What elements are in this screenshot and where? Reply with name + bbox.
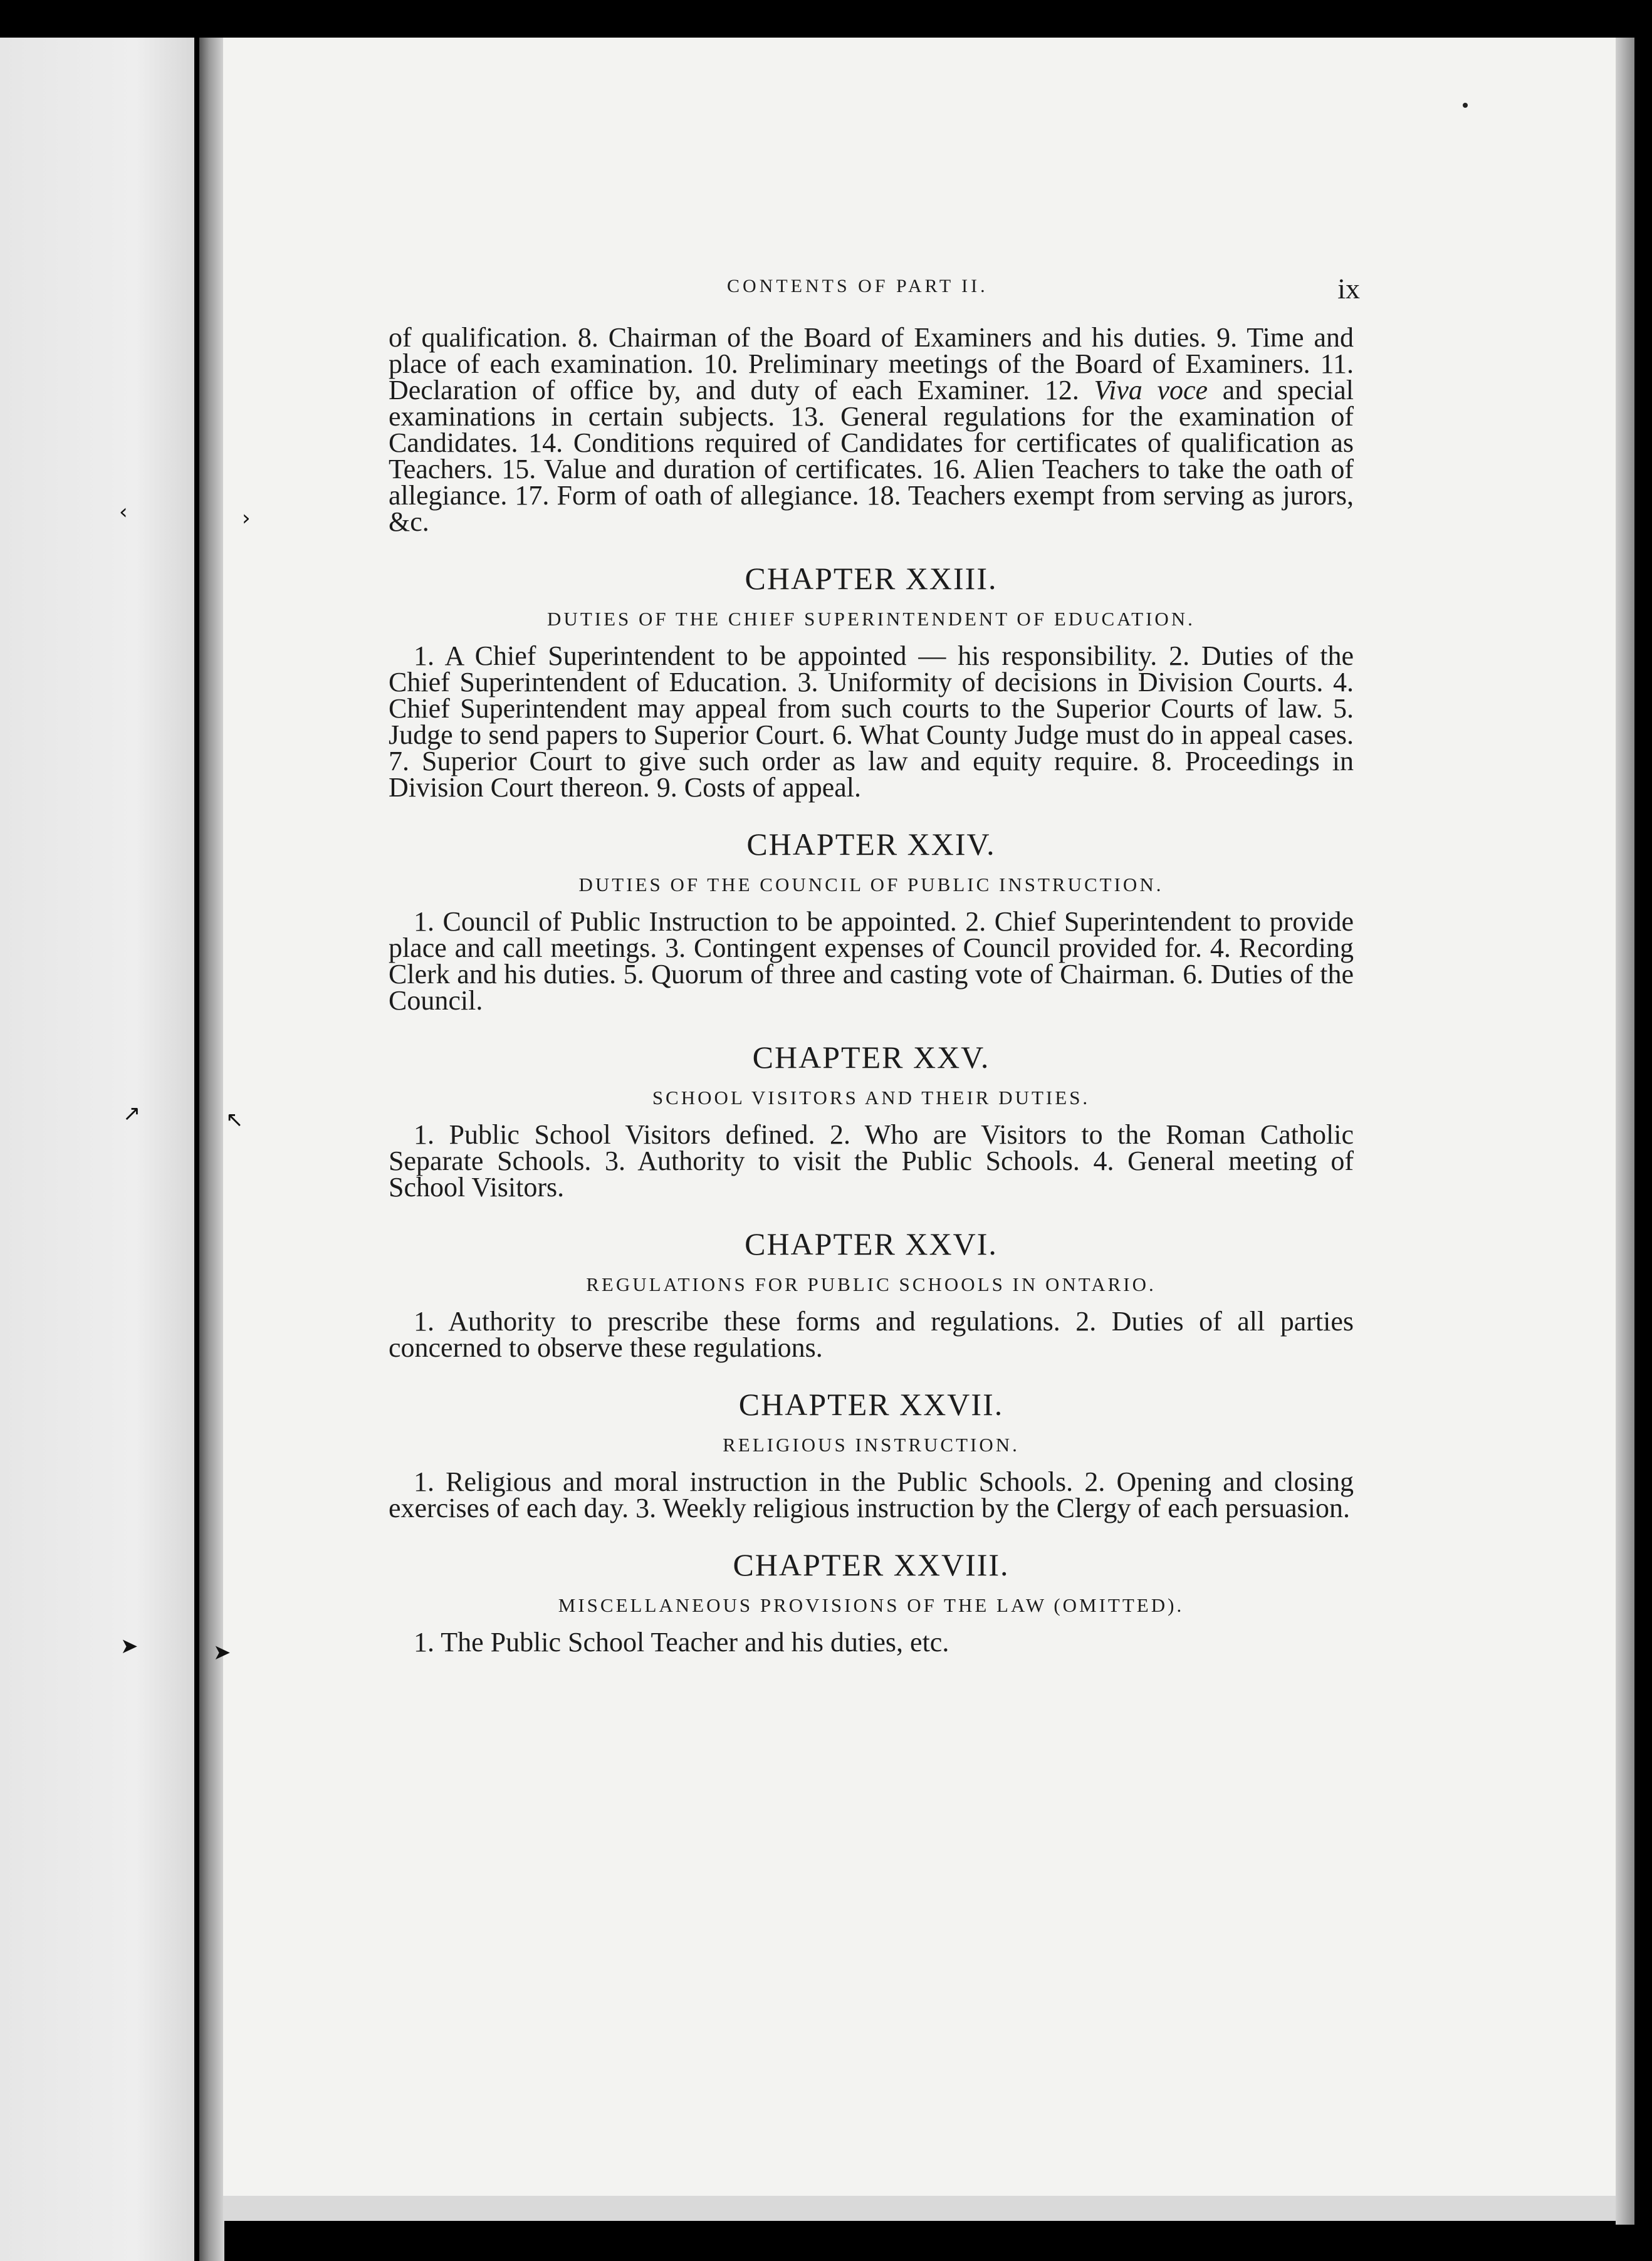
- right-arrow-mark-icon: ↖: [226, 1107, 244, 1132]
- chapter-subtitle: DUTIES OF THE CHIEF SUPERINTENDENT OF EDUCATION.: [547, 608, 1195, 630]
- chapter-section: [389, 1547, 1354, 1656]
- chapter-summary: 1. A Chief Superintendent to be appointed — his responsibility. 2. Duties of the Chief Superintendent of Education. 3. Uniformity of decisions in Division Courts. 4. Chief Superintendent may appeal from such courts to the Superior Courts of law. 5. Judge to send papers to Superior Court. 6. What County Judge must do in appeal cases. 7. Superior Court to give such order as law and equity require. 8. Proceedings in Division Court thereon. 9. Costs of appeal.: [389, 640, 1354, 803]
- running-title: CONTENTS OF PART II.: [727, 276, 988, 296]
- page-bottom-edge: [223, 2196, 1616, 2221]
- chapter-section: [389, 1386, 1354, 1522]
- scan-speck-icon: [1463, 103, 1468, 108]
- left-facing-page: [0, 38, 194, 2261]
- paragraph-text: of qualification. 8. Chairman of the Board of Examiners and his duties. 9. Time and place of each examination. 10. Preliminary meetings of the Board of Examiners. 11. Declaration of office by, and duty of each Examiner. 12.: [389, 322, 1354, 405]
- chapter-title: CHAPTER XXVI.: [745, 1226, 998, 1261]
- chapter-subtitle: MISCELLANEOUS PROVISIONS OF THE LAW (OMITTED).: [558, 1594, 1184, 1616]
- chapter-subtitle: REGULATIONS FOR PUBLIC SCHOOLS IN ONTARIO.: [586, 1273, 1156, 1295]
- chapter-title: CHAPTER XXIV.: [746, 827, 996, 862]
- chapter-title: CHAPTER XXIII.: [745, 561, 998, 596]
- paragraph-text: and special examinations in certain subjects. 13. General regulations for the examination of Candidates. 14. Conditions required of Candidates for certificates of qualification as Teachers. 15. Value and duration of certificates. 16. Alien Teachers to take the oath of allegiance. 17. Form of oath of allegiance. 18. Teachers exempt from serving as jurors, &c.: [389, 375, 1354, 537]
- page-right-edge: [1616, 38, 1634, 2225]
- chapter-summary: 1. Religious and moral instruction in the Public Schools. 2. Opening and closing exercises of each day. 3. Weekly religious instruction by the Clergy of each persuasion.: [389, 1466, 1354, 1523]
- chapter-section: [389, 1226, 1354, 1361]
- chapter-subtitle: RELIGIOUS INSTRUCTION.: [723, 1434, 1020, 1456]
- right-arrow-mark-icon: ➤: [213, 1640, 231, 1665]
- left-arrow-mark-icon: ➤: [120, 1634, 139, 1659]
- running-head: [389, 269, 1360, 307]
- chapter-summary: 1. Public School Visitors defined. 2. Who are Visitors to the Roman Catholic Separate Schools. 3. Authority to visit the Public Schools. 4. General meeting of School Visitors.: [389, 1119, 1354, 1203]
- chapter-title: CHAPTER XXVII.: [738, 1387, 1004, 1422]
- page-content: [389, 269, 1360, 1658]
- chapter-summary: 1. Authority to prescribe these forms and regulations. 2. Duties of all parties concerned to observe these regulations.: [389, 1306, 1354, 1363]
- left-arrow-mark-icon: ↗: [123, 1101, 141, 1126]
- chapter-subtitle: SCHOOL VISITORS AND THEIR DUTIES.: [652, 1087, 1090, 1109]
- binding-gutter: [199, 38, 224, 2261]
- chapter-section: [389, 826, 1354, 1014]
- italic-term: Viva voce: [1094, 375, 1208, 405]
- chapter-subtitle: DUTIES OF THE COUNCIL OF PUBLIC INSTRUCTION.: [578, 874, 1164, 896]
- chapter-title: CHAPTER XXVIII.: [733, 1547, 1010, 1582]
- chapter-summary: 1. The Public School Teacher and his duties, etc.: [414, 1627, 949, 1658]
- page-number: ix: [1337, 273, 1360, 305]
- chapter-summary: 1. Council of Public Instruction to be appointed. 2. Chief Superintendent to provide place and call meetings. 3. Contingent expenses of Council provided for. 4. Recording Clerk and his duties. 5. Quorum of three and casting vote of Chairman. 6. Duties of the Council.: [389, 906, 1354, 1016]
- chapter-section: [389, 560, 1354, 801]
- chapter-section: [389, 1039, 1354, 1201]
- continued-paragraph: [389, 322, 1354, 537]
- left-arrow-mark-icon: ‹: [119, 499, 128, 525]
- right-arrow-mark-icon: ›: [242, 506, 251, 531]
- chapter-title: CHAPTER XXV.: [752, 1040, 990, 1075]
